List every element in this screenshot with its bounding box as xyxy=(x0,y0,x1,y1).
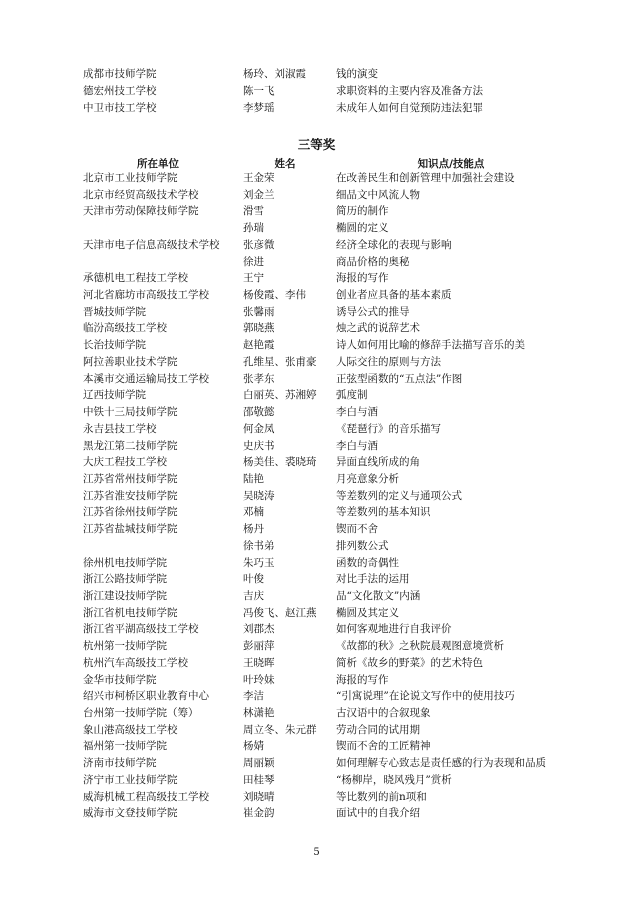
knowledge-point-cell: 如何理解专心致志是责任感的行为表现和品质 xyxy=(336,757,546,770)
knowledge-point-cell: 月亮意象分析 xyxy=(336,472,399,485)
unit-cell: 浙江建设技师学院 xyxy=(83,590,167,602)
unit-cell: 大庆工程技工学校 xyxy=(83,456,167,469)
knowledge-point-cell: 未成年人如何自觉预防违法犯罪 xyxy=(336,102,483,115)
unit-cell: 晋城技师学院 xyxy=(83,305,146,318)
name-cell: 陈一飞 xyxy=(243,85,275,98)
knowledge-point-cell: 古汉语中的合叙现象 xyxy=(336,707,431,720)
unit-cell: 天津市电子信息高级技术学校 xyxy=(83,238,220,251)
unit-cell: 江苏省常州技师学院 xyxy=(83,472,178,485)
name-cell: 崔金韵 xyxy=(243,807,275,820)
unit-cell: 德宏州技工学校 xyxy=(83,85,157,98)
knowledge-point-cell: 诗人如何用比喻的修辞手法描写音乐的美 xyxy=(336,339,525,352)
table-row xyxy=(0,705,633,722)
unit-cell: 浙江公路技师学院 xyxy=(83,573,167,586)
knowledge-point-cell: 函数的奇偶性 xyxy=(336,556,399,569)
knowledge-point-cell: “杨柳岸，晓风残月”赏析 xyxy=(336,773,452,786)
knowledge-point-cell: 海报的写作 xyxy=(336,272,389,285)
table-row xyxy=(0,254,633,271)
table-row xyxy=(0,521,633,538)
name-cell: 孔维星、张甫豪 xyxy=(243,355,317,368)
table-row xyxy=(0,488,633,505)
table-row xyxy=(0,672,633,689)
name-cell: 杨俊霞、李伟 xyxy=(243,289,306,302)
unit-cell: 台州第一技师学院（筹） xyxy=(83,707,199,720)
name-cell: 滑雪 xyxy=(243,205,264,218)
table-row xyxy=(0,471,633,488)
knowledge-point-cell: 正弦型函数的“五点法”作图 xyxy=(336,372,463,385)
name-cell: 田桂琴 xyxy=(243,773,275,786)
unit-cell: 徐州机电技师学院 xyxy=(83,556,167,569)
table-row xyxy=(0,722,633,739)
knowledge-point-cell: 商品价格的奥秘 xyxy=(336,255,410,268)
column-header-name: 姓名 xyxy=(274,158,296,170)
name-cell: 刘郡杰 xyxy=(243,623,275,636)
table-row xyxy=(0,270,633,287)
unit-cell: 金华市技师学院 xyxy=(83,673,157,686)
unit-cell: 济南市技师学院 xyxy=(83,757,157,770)
knowledge-point-cell: 椭圆及其定义 xyxy=(336,606,399,619)
name-cell: 白丽英、苏湘婷 xyxy=(243,389,317,402)
table-row xyxy=(0,220,633,237)
name-cell: 吉庆 xyxy=(243,590,264,602)
name-cell: 杨美佳、裘晓琦 xyxy=(243,456,317,469)
name-cell: 张馨雨 xyxy=(243,305,275,318)
name-cell: 冯俊飞、赵江燕 xyxy=(243,606,317,619)
knowledge-point-cell: 品“文化散文”内涵 xyxy=(336,590,421,602)
table-row xyxy=(0,66,633,83)
table-row xyxy=(0,605,633,622)
unit-cell: 浙江省机电技师学院 xyxy=(83,606,178,619)
name-cell: 徐进 xyxy=(243,255,264,268)
name-cell: 赵艳霞 xyxy=(243,339,275,352)
knowledge-point-cell: 创业者应具备的基本素质 xyxy=(336,289,452,302)
unit-cell: 北京市工业技师学院 xyxy=(83,172,178,184)
unit-cell: 临汾高级技工学校 xyxy=(83,322,167,335)
unit-cell: 福州第一技师学院 xyxy=(83,740,167,753)
unit-cell: 北京市经贸高级技术学校 xyxy=(83,188,199,201)
knowledge-point-cell: 《故都的秋》之秋院晨观图意境赏析 xyxy=(336,640,504,653)
name-cell: 张孝东 xyxy=(243,372,275,385)
unit-cell: 永吉县技工学校 xyxy=(83,422,157,435)
name-cell: 杨丹 xyxy=(243,523,264,536)
section-title: 三等奖 xyxy=(297,137,336,152)
name-cell: 张彦微 xyxy=(243,238,275,251)
name-cell: 何金凤 xyxy=(243,422,275,435)
table-row xyxy=(0,203,633,220)
unit-cell: 浙江省平湖高级技工学校 xyxy=(83,623,199,636)
unit-cell: 杭州第一技师学院 xyxy=(83,640,167,653)
table-row xyxy=(0,789,633,806)
table-row xyxy=(0,320,633,337)
name-cell: 叶玲妹 xyxy=(243,673,275,686)
name-cell: 陆艳 xyxy=(243,472,264,485)
knowledge-point-cell: 劳动合同的试用期 xyxy=(336,723,420,736)
knowledge-point-cell: 钱的演变 xyxy=(336,68,378,80)
name-cell: 王金荣 xyxy=(243,172,275,184)
unit-cell: 阿拉善职业技术学院 xyxy=(83,355,178,368)
table-row xyxy=(0,504,633,521)
knowledge-point-cell: 人际交往的原则与方法 xyxy=(336,355,441,368)
name-cell: 王宁 xyxy=(243,272,264,285)
name-cell: 李洁 xyxy=(243,690,264,703)
unit-cell: 成都市技师学院 xyxy=(83,68,157,80)
table-row xyxy=(0,387,633,404)
table-row xyxy=(0,805,633,822)
unit-cell: 绍兴市柯桥区职业教育中心 xyxy=(83,690,209,703)
table-row xyxy=(0,354,633,371)
name-cell: 孙瑞 xyxy=(243,222,264,235)
knowledge-point-cell: 如何客观地进行自我评价 xyxy=(336,623,452,636)
name-cell: 刘晓晴 xyxy=(243,790,275,803)
name-cell: 李梦瑶 xyxy=(243,102,275,115)
knowledge-point-cell: 对比手法的运用 xyxy=(336,573,410,586)
knowledge-point-cell: 简历的制作 xyxy=(336,205,389,218)
column-header-unit: 所在单位 xyxy=(137,158,179,170)
name-cell: 杨玲、刘淑霞 xyxy=(243,68,306,80)
name-cell: 朱巧玉 xyxy=(243,556,275,569)
unit-cell: 象山港高级技工学校 xyxy=(83,723,178,736)
knowledge-point-cell: 弧度制 xyxy=(336,389,368,402)
unit-cell: 黑龙江第二技师学院 xyxy=(83,439,178,452)
name-cell: 邓楠 xyxy=(243,506,264,519)
table-row xyxy=(0,337,633,354)
table-row xyxy=(0,755,633,772)
knowledge-point-cell: 锲而不舍 xyxy=(336,523,378,536)
page-number: 5 xyxy=(313,847,320,858)
unit-cell: 济宁市工业技师学院 xyxy=(83,773,178,786)
knowledge-point-cell: 简析《故乡的野菜》的艺术特色 xyxy=(336,656,483,669)
name-cell: 林潇艳 xyxy=(243,707,275,720)
knowledge-point-cell: 细品文中风流人物 xyxy=(336,188,420,201)
unit-cell: 杭州汽车高级技工学校 xyxy=(83,656,188,669)
name-cell: 彭丽萍 xyxy=(243,640,275,653)
table-row xyxy=(0,538,633,555)
table-row xyxy=(0,688,633,705)
table-row xyxy=(0,621,633,638)
table-row xyxy=(0,404,633,421)
table-row xyxy=(0,237,633,254)
table-row xyxy=(0,555,633,572)
table-row xyxy=(0,421,633,438)
table-row xyxy=(0,187,633,204)
knowledge-point-cell: 李白与酒 xyxy=(336,439,378,452)
name-cell: 叶俊 xyxy=(243,573,264,586)
knowledge-point-cell: 诱导公式的推导 xyxy=(336,305,410,318)
table-row xyxy=(0,304,633,321)
name-cell: 周丽颖 xyxy=(243,757,275,770)
name-cell: 徐书弟 xyxy=(243,539,275,552)
unit-cell: 威海机械工程高级技工学校 xyxy=(83,790,209,803)
table-row xyxy=(0,738,633,755)
knowledge-point-cell: 等差数列的基本知识 xyxy=(336,506,431,519)
table-row xyxy=(0,83,633,100)
knowledge-point-cell: 面试中的自我介绍 xyxy=(336,807,420,820)
unit-cell: 威海市文登技师学院 xyxy=(83,807,178,820)
table-row xyxy=(0,655,633,672)
table-row xyxy=(0,571,633,588)
table-row xyxy=(0,588,633,605)
table-row xyxy=(0,438,633,455)
unit-cell: 辽西技师学院 xyxy=(83,389,146,402)
table-row xyxy=(0,100,633,117)
name-cell: 周立冬、朱元群 xyxy=(243,723,317,736)
knowledge-point-cell: 等差数列的定义与通项公式 xyxy=(336,489,462,502)
name-cell: 杨婧 xyxy=(243,740,264,753)
unit-cell: 天津市劳动保障技师学院 xyxy=(83,205,199,218)
knowledge-point-cell: 锲而不舍的工匠精神 xyxy=(336,740,431,753)
unit-cell: 本溪市交通运输局技工学校 xyxy=(83,372,209,385)
column-header-knowledge-point: 知识点/技能点 xyxy=(417,158,485,170)
knowledge-point-cell: 椭圆的定义 xyxy=(336,222,389,235)
unit-cell: 长治技师学院 xyxy=(83,339,146,352)
table-row xyxy=(0,454,633,471)
unit-cell: 中卫市技工学校 xyxy=(83,102,157,115)
table-row xyxy=(0,371,633,388)
table-row xyxy=(0,287,633,304)
knowledge-point-cell: 李白与酒 xyxy=(336,406,378,419)
name-cell: 邵敬懿 xyxy=(243,406,275,419)
name-cell: 王晓晖 xyxy=(243,656,275,669)
knowledge-point-cell: 等比数列的前n项和 xyxy=(336,790,427,803)
unit-cell: 江苏省盐城技师学院 xyxy=(83,523,178,536)
table-row xyxy=(0,638,633,655)
unit-cell: 江苏省淮安技师学院 xyxy=(83,489,178,502)
knowledge-point-cell: “引寓说理”在论说文写作中的使用技巧 xyxy=(336,690,515,703)
table-row xyxy=(0,170,633,187)
knowledge-point-cell: 经济全球化的表现与影响 xyxy=(336,238,452,251)
unit-cell: 江苏省徐州技师学院 xyxy=(83,506,178,519)
unit-cell: 河北省廊坊市高级技工学校 xyxy=(83,289,209,302)
table-row xyxy=(0,772,633,789)
knowledge-point-cell: 排列数公式 xyxy=(336,539,389,552)
name-cell: 刘金兰 xyxy=(243,188,275,201)
name-cell: 史庆书 xyxy=(243,439,275,452)
knowledge-point-cell: 异面直线所成的角 xyxy=(336,456,420,469)
knowledge-point-cell: 在改善民生和创新管理中加强社会建设 xyxy=(336,172,515,184)
name-cell: 郭晓燕 xyxy=(243,322,275,335)
unit-cell: 承德机电工程技工学校 xyxy=(83,272,188,285)
unit-cell: 中铁十三局技师学院 xyxy=(83,406,178,419)
knowledge-point-cell: 《琵琶行》的音乐描写 xyxy=(336,422,441,435)
knowledge-point-cell: 烛之武的说辞艺术 xyxy=(336,322,420,335)
knowledge-point-cell: 求职资料的主要内容及准备方法 xyxy=(336,85,483,98)
name-cell: 吴晓涛 xyxy=(243,489,275,502)
knowledge-point-cell: 海报的写作 xyxy=(336,673,389,686)
